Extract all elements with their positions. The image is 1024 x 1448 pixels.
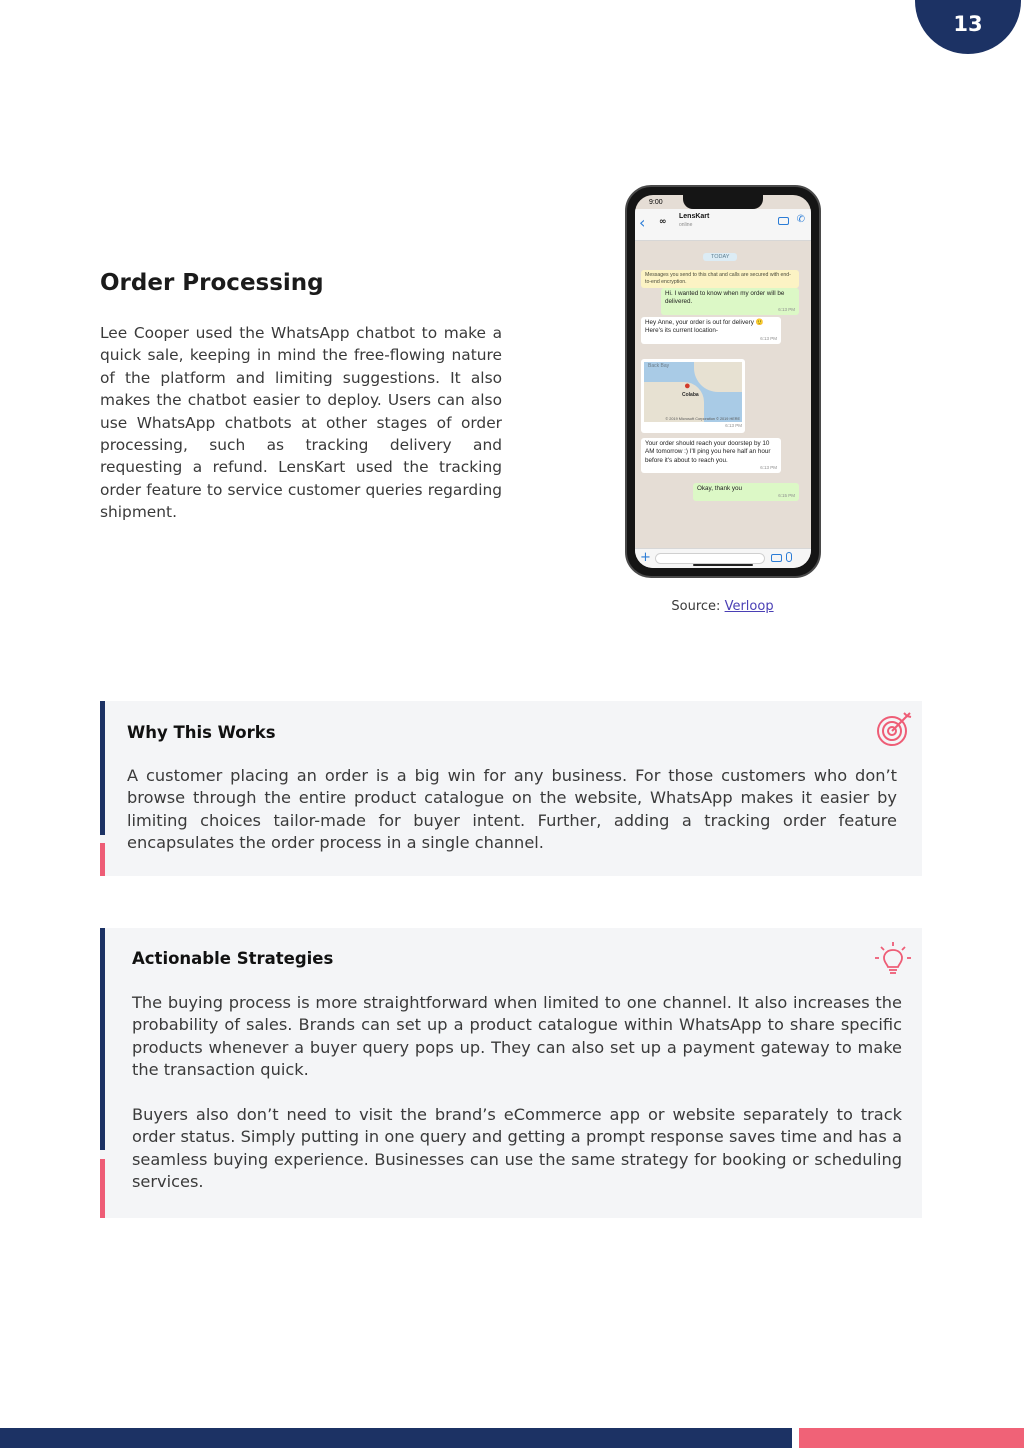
date-divider: TODAY bbox=[703, 253, 737, 261]
location-map-bubble[interactable] bbox=[641, 359, 745, 433]
video-call-icon bbox=[778, 217, 789, 225]
phone-notch bbox=[683, 195, 763, 209]
message-text: Hi. I wanted to know when my order will be delivered. bbox=[665, 290, 785, 306]
map-land bbox=[694, 362, 742, 392]
home-indicator bbox=[693, 564, 753, 566]
phone-screen bbox=[635, 195, 811, 568]
chat-body bbox=[635, 243, 811, 548]
page-number: 13 bbox=[953, 12, 983, 36]
accent-bar-navy bbox=[100, 928, 105, 1150]
accent-bar-pink bbox=[100, 843, 105, 876]
contact-status: online bbox=[679, 222, 693, 228]
message-input[interactable] bbox=[655, 553, 765, 564]
accent-bar-pink bbox=[100, 1159, 105, 1218]
chat-header bbox=[635, 209, 811, 241]
message-time: 6:15 PM bbox=[778, 493, 795, 499]
actionable-strategies-box bbox=[100, 928, 922, 1218]
phone-mockup bbox=[625, 185, 821, 578]
message-time: 6:13 PM bbox=[725, 423, 742, 428]
encryption-notice: Messages you send to this chat and calls are secured with end-to-end encryption. bbox=[641, 270, 799, 288]
caption-prefix: Source: bbox=[671, 599, 725, 614]
box-body: A customer placing an order is a big win for any business. For those customers who don’t browse through the entire product catalogue on the website, WhatsApp makes it easier by limiting choices tailor-made for buyer intent. Further, adding a tracking order feature encapsulates the order process in a single channel. bbox=[127, 766, 897, 853]
footer-bar-navy bbox=[0, 1428, 792, 1448]
back-chevron-icon: ‹ bbox=[639, 213, 646, 232]
message-bubble-outgoing bbox=[693, 483, 799, 501]
status-time: 9:00 bbox=[649, 199, 663, 206]
message-bubble-incoming bbox=[641, 438, 781, 473]
message-time: 6:13 PM bbox=[760, 465, 777, 471]
message-text: Hey Anne, your order is out for delivery 🙂 Here's its current location- bbox=[645, 319, 764, 335]
lightbulb-icon bbox=[874, 940, 912, 978]
map-pin-icon: ● bbox=[684, 380, 691, 392]
accent-bar-navy bbox=[100, 701, 105, 835]
camera-icon[interactable] bbox=[771, 554, 782, 562]
message-time: 6:13 PM bbox=[778, 306, 795, 312]
plus-icon[interactable]: + bbox=[640, 550, 651, 565]
message-text: Okay, thank you bbox=[697, 485, 743, 492]
page-number-badge bbox=[915, 0, 1021, 54]
box-paragraph: Buyers also don’t need to visit the brand’s eCommerce app or website separately to track order status. Simply putting in one query and getting a prompt response saves time and has a seamless buying experience. Businesses can use the same strategy for booking or scheduling services. bbox=[132, 1105, 902, 1192]
footer-bar-pink bbox=[799, 1428, 1024, 1448]
box-paragraph: The buying process is more straightforward when limited to one channel. It also increases the probability of sales. Brands can set up a product catalogue within WhatsApp to share specific products whenever a buyer query pops up. They can also set up a payment gateway to make the transaction quick. bbox=[132, 993, 902, 1080]
box-title: Why This Works bbox=[127, 723, 276, 742]
microphone-icon[interactable] bbox=[786, 552, 792, 562]
section-title: Order Processing bbox=[100, 270, 324, 296]
message-bubble-outgoing bbox=[661, 288, 799, 315]
map-area-label: Back Bay bbox=[648, 363, 670, 369]
lenskart-logo-icon: ∞ bbox=[659, 217, 667, 227]
section-body: Lee Cooper used the WhatsApp chatbot to make a quick sale, keeping in mind the free-flowing nature of the platform and limiting suggestions. It also makes the chatbot easier to deploy. Users can also use WhatsApp chatbots at other stages of order processing, such as tracking delivery and requesting a refund. LensKart used the tracking order feature to service customer queries regarding shipment. bbox=[100, 324, 502, 522]
location-map bbox=[644, 362, 742, 422]
box-title: Actionable Strategies bbox=[132, 949, 334, 968]
box-body bbox=[132, 992, 902, 1194]
image-source-caption bbox=[600, 599, 845, 614]
contact-name: LensKart bbox=[679, 213, 710, 220]
phone-call-icon: ✆ bbox=[796, 214, 805, 225]
map-copyright: © 2019 Microsoft Corporation © 2019 HERE bbox=[665, 416, 740, 421]
message-time: 6:13 PM bbox=[760, 335, 777, 341]
why-this-works-box bbox=[100, 701, 922, 876]
source-link[interactable]: Verloop bbox=[724, 599, 774, 614]
map-city-label: Colaba bbox=[682, 392, 699, 398]
message-bubble-incoming bbox=[641, 317, 781, 344]
message-text: Your order should reach your doorstep by 10 AM tomorrow :) I'll ping you here half an hour before it's about to reach you. bbox=[645, 440, 771, 464]
target-icon bbox=[874, 709, 914, 749]
